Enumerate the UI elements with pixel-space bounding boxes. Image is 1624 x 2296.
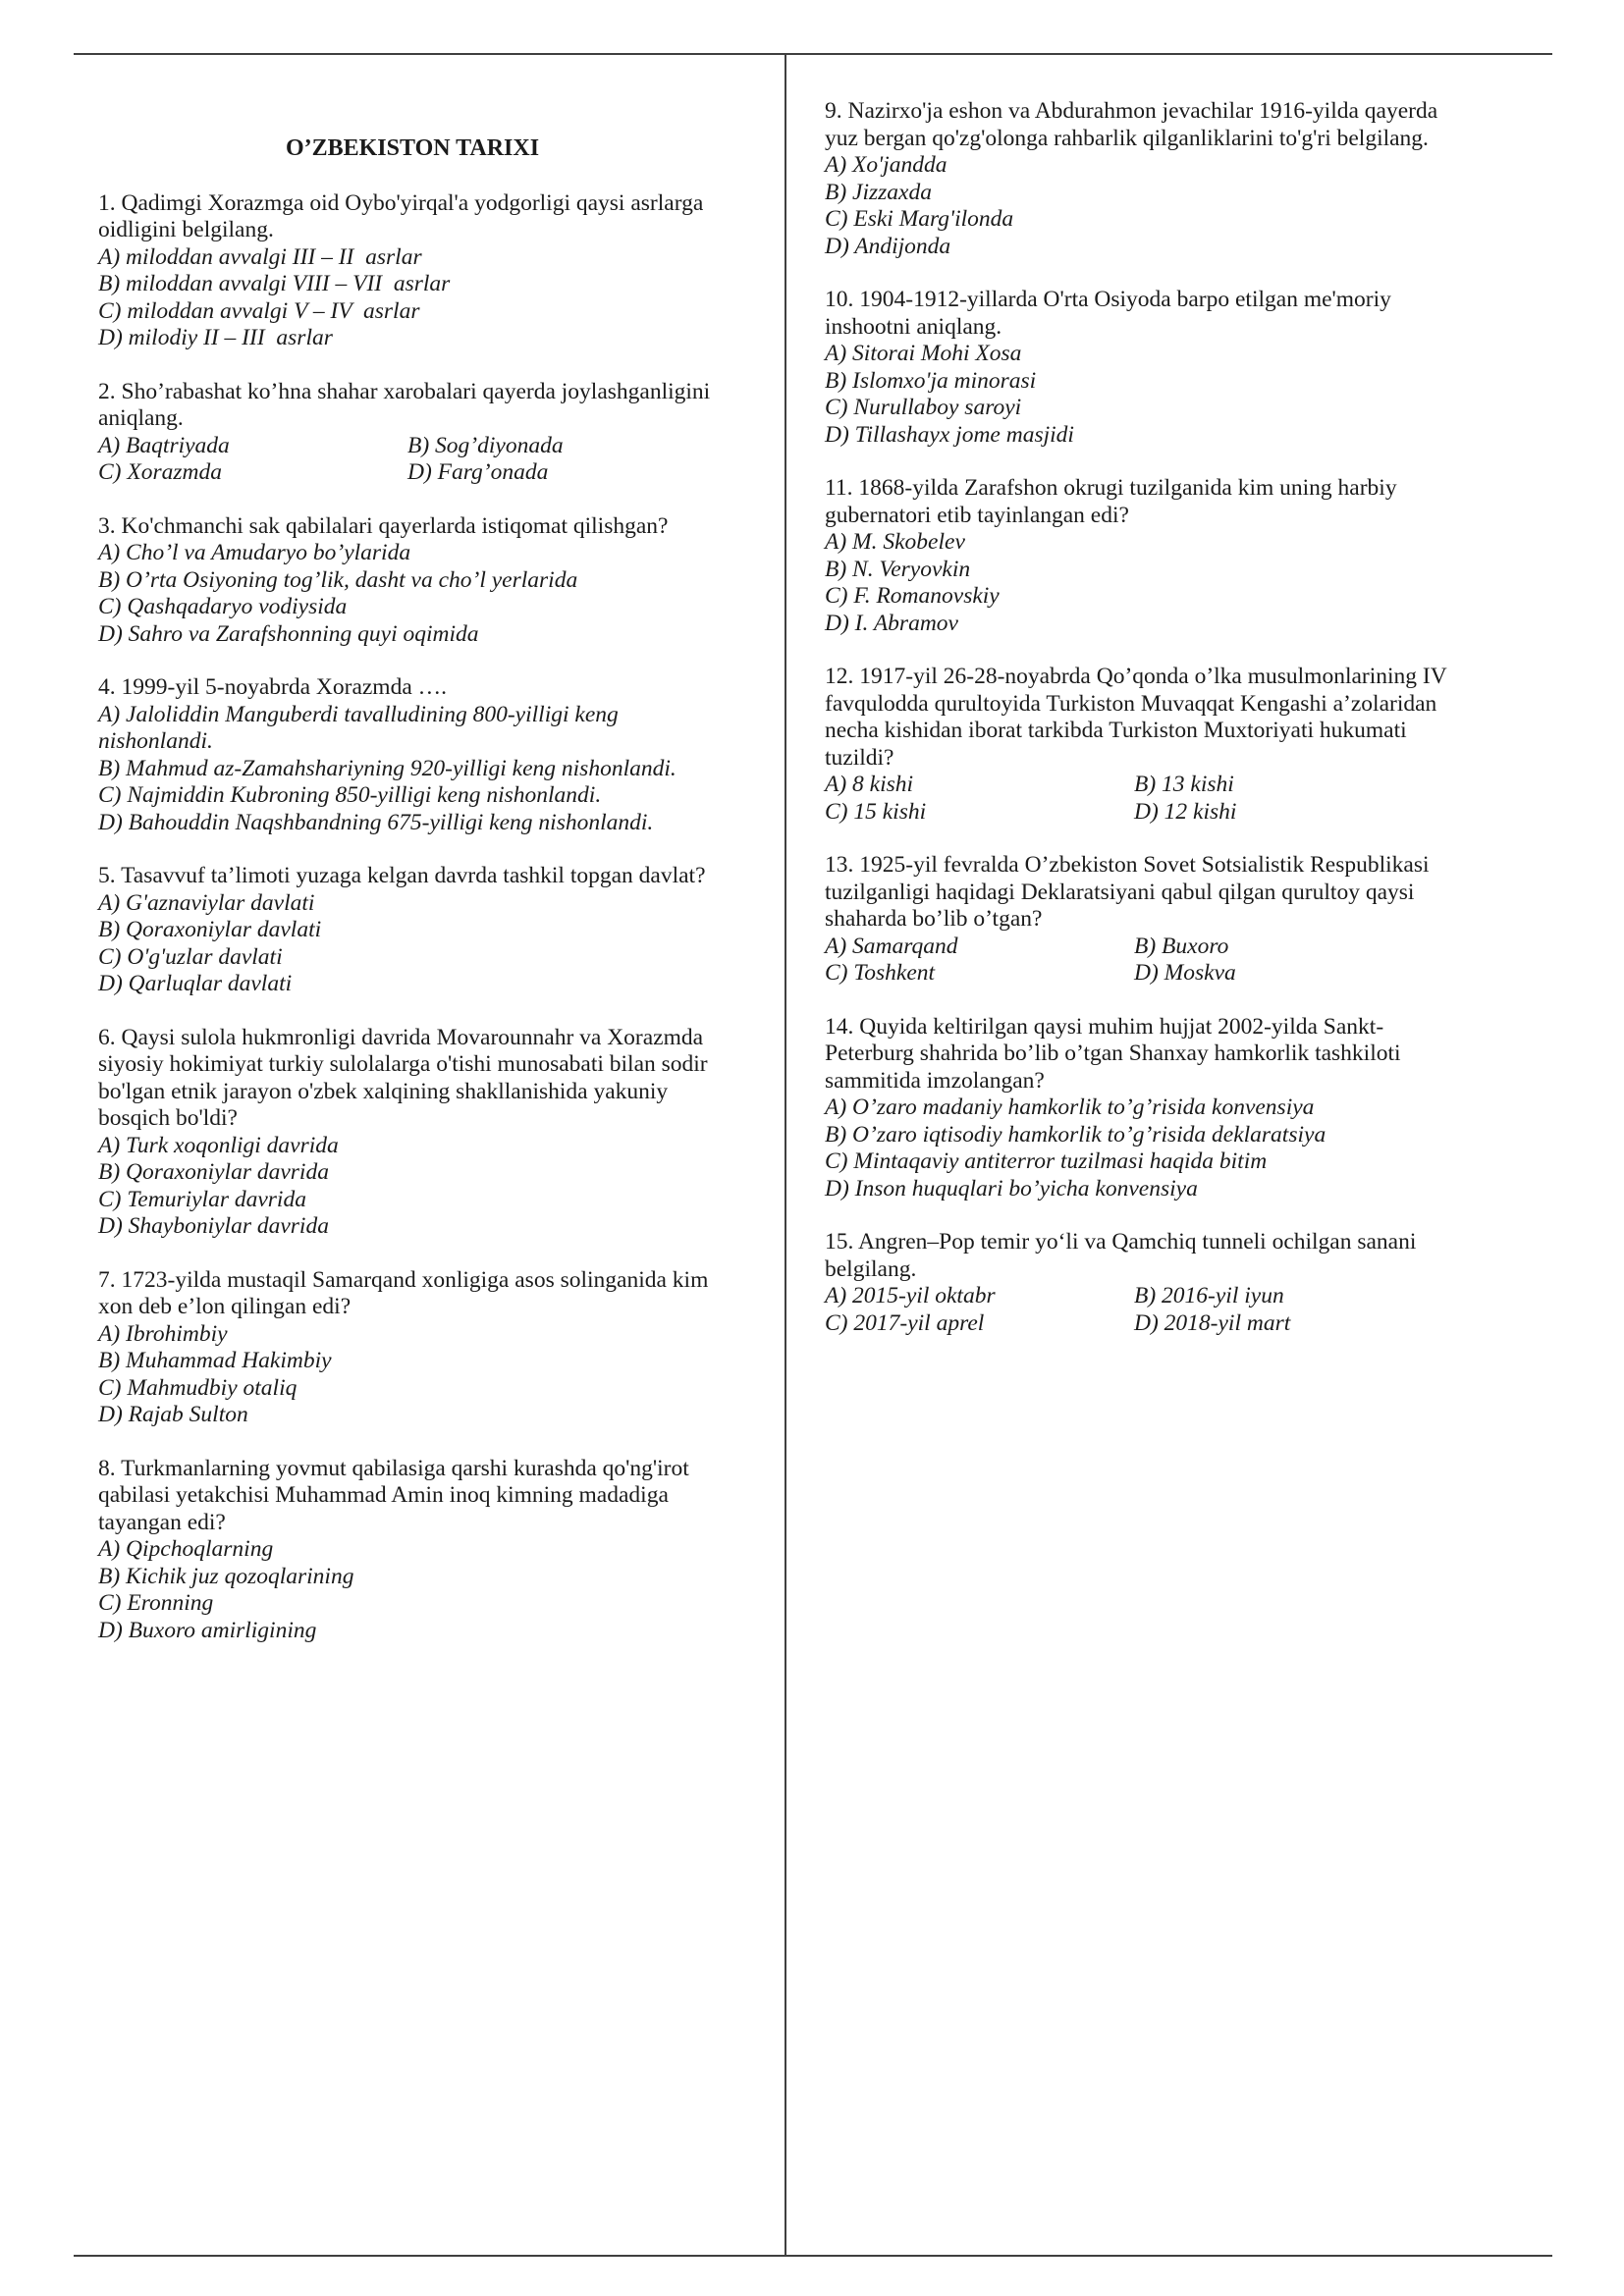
question-text: 13. 1925-yil fevralda O’zbekiston Sovet Sotsialistik Respublikasi tuzilganligi haqidagi Deklaratsiyani qabul qilgan qurultoy qaysi shaharda bo’lib o’tgan? bbox=[825, 852, 1435, 932]
option: B) miloddan avvalgi VIII – VII asrlar bbox=[98, 271, 451, 296]
question-14 bbox=[825, 1014, 1453, 1203]
bottom-rule bbox=[74, 2255, 1552, 2257]
option: B) 13 kishi bbox=[1134, 772, 1234, 797]
options bbox=[825, 1283, 1453, 1337]
right-column bbox=[825, 98, 1453, 1363]
question-11 bbox=[825, 475, 1453, 637]
option: B) Kichik juz qozoqlarining bbox=[98, 1563, 354, 1589]
option: A) Ibrohimbiy bbox=[98, 1320, 228, 1347]
question-text: 11. 1868-yilda Zarafshon okrugi tuzilganida kim uning harbiy gubernatori etib tayinlangan edi? bbox=[825, 475, 1403, 528]
option: B) 2016-yil iyun bbox=[1134, 1283, 1284, 1308]
question-12 bbox=[825, 664, 1453, 826]
option: B) Qoraxoniylar davlati bbox=[98, 917, 322, 942]
option: A) miloddan avvalgi III – II asrlar bbox=[98, 243, 422, 270]
option: C) Mahmudbiy otaliq bbox=[98, 1374, 298, 1401]
question-text: 8. Turkmanlarning yovmut qabilasiga qarshi kurashda qo'ng'irot qabilasi yetakchisi Muhammad Amin inoq kimning madadiga tayangan edi? bbox=[98, 1455, 695, 1535]
options bbox=[825, 341, 1453, 449]
options bbox=[98, 1133, 727, 1241]
question-text: 12. 1917-yil 26-28-noyabrda Qo’qonda o’lka musulmonlarining IV favqulodda qurultoyida Turkiston Muvaqqat Kengashi a’zolaridan necha kishidan iborat tarkibda Turkiston Muxtoriyati hukumati tuzildi? bbox=[825, 664, 1453, 771]
option: A) Baqtriyada bbox=[98, 432, 230, 458]
option: C) Najmiddin Kubroning 850-yilligi keng nishonlandi. bbox=[98, 782, 602, 808]
question-6 bbox=[98, 1025, 727, 1241]
option: A) Cho’l va Amudaryo bo’ylarida bbox=[98, 540, 411, 565]
option: D) Moskva bbox=[1134, 960, 1236, 986]
question-text: 15. Angren–Pop temir yo‘li va Qamchiq tunneli ochilgan sanani belgilang. bbox=[825, 1229, 1423, 1282]
question-15 bbox=[825, 1229, 1453, 1337]
option: D) Qarluqlar davlati bbox=[98, 971, 293, 996]
option: B) Muhammad Hakimbiy bbox=[98, 1348, 332, 1373]
option: C) Qashqadaryo vodiysida bbox=[98, 594, 348, 619]
option: D) Andijonda bbox=[825, 233, 951, 259]
option: D) Farg’onada bbox=[407, 459, 549, 485]
question-text: 10. 1904-1912-yillarda O'rta Osiyoda barpo etilgan me'moriy inshootni aniqlang. bbox=[825, 287, 1397, 340]
option: B) Mahmud az-Zamahshariyning 920-yilligi keng nishonlandi. bbox=[98, 755, 677, 781]
question-4 bbox=[98, 674, 727, 836]
left-column bbox=[98, 98, 727, 1671]
question-text: 5. Tasavvuf ta’limoti yuzaga kelgan davrda tashkil topgan davlat? bbox=[98, 863, 706, 888]
option: C) F. Romanovskiy bbox=[825, 583, 1000, 609]
options bbox=[98, 244, 727, 352]
option: A) 8 kishi bbox=[825, 772, 914, 797]
options bbox=[98, 540, 727, 648]
options bbox=[98, 1321, 727, 1429]
question-9 bbox=[825, 98, 1453, 260]
option: C) Xorazmda bbox=[98, 459, 222, 485]
options bbox=[825, 772, 1453, 826]
right-column-questions bbox=[825, 98, 1453, 1337]
option: C) Temuriylar davrida bbox=[98, 1186, 306, 1212]
options bbox=[98, 702, 727, 837]
option: A) Sitorai Mohi Xosa bbox=[825, 341, 1022, 366]
option: D) 12 kishi bbox=[1134, 798, 1237, 825]
options bbox=[825, 1095, 1453, 1202]
question-text: 14. Quyida keltirilgan qaysi muhim hujjat 2002-yilda Sankt-Peterburg shahrida bo’lib o’tgan Shanxay hamkorlik tashkiloti sammitida imzolangan? bbox=[825, 1013, 1407, 1094]
option: D) Tillashayx jome masjidi bbox=[825, 421, 1074, 448]
option: A) Xo'jandda bbox=[825, 152, 947, 178]
option: D) Inson huquqlari bo’yicha konvensiya bbox=[825, 1175, 1198, 1201]
option: B) O’zaro iqtisodiy hamkorlik to’g’risida deklaratsiya bbox=[825, 1121, 1326, 1148]
question-13 bbox=[825, 852, 1453, 988]
option: A) Qipchoqlarning bbox=[98, 1536, 274, 1562]
option: D) milodiy II – III asrlar bbox=[98, 325, 333, 350]
option: C) Toshkent bbox=[825, 960, 936, 986]
option: C) Nurullaboy saroyi bbox=[825, 395, 1022, 420]
option: A) Turk xoqonligi davrida bbox=[98, 1132, 339, 1158]
question-5 bbox=[98, 863, 727, 998]
option: C) Mintaqaviy antiterror tuzilmasi haqida bitim bbox=[825, 1148, 1268, 1174]
question-text: 6. Qaysi sulola hukmronligi davrida Movarounnahr va Xorazmda siyosiy hokimiyat turkiy sulolalarga o'tishi munosabati bilan sodir bo'lgan etnik jarayon o'zbek xalqining shakllanishida yakuniy bosqich bo'ldi? bbox=[98, 1024, 714, 1131]
option: C) O'g'uzlar davlati bbox=[98, 943, 283, 970]
option: B) Buxoro bbox=[1134, 933, 1229, 959]
option: A) M. Skobelev bbox=[825, 529, 965, 555]
question-text: 7. 1723-yilda mustaqil Samarqand xonligiga asos solinganida kim xon deb e’lon qilingan edi? bbox=[98, 1266, 715, 1319]
options bbox=[825, 152, 1453, 260]
option: A) 2015-yil oktabr bbox=[825, 1283, 996, 1308]
left-column-questions bbox=[98, 190, 727, 1645]
option: B) Qoraxoniylar davrida bbox=[98, 1159, 329, 1185]
option: C) 2017-yil aprel bbox=[825, 1309, 985, 1336]
question-text: 2. Sho’rabashat ko’hna shahar xarobalari qayerda joylashganligini aniqlang. bbox=[98, 378, 717, 431]
question-10 bbox=[825, 287, 1453, 449]
options bbox=[825, 529, 1453, 637]
option: B) Islomxo'ja minorasi bbox=[825, 367, 1037, 394]
options bbox=[98, 1536, 727, 1644]
option: D) 2018-yil mart bbox=[1134, 1309, 1291, 1336]
question-text: 9. Nazirxo'ja eshon va Abdurahmon jevachilar 1916-yilda qayerda yuz bergan qo'zg'olonga rahbarlik qilganliklarini to'g'ri belgilang. bbox=[825, 98, 1444, 151]
options bbox=[98, 890, 727, 998]
option: B) O’rta Osiyoning tog’lik, dasht va cho’l yerlarida bbox=[98, 566, 578, 593]
options bbox=[825, 934, 1453, 988]
question-text: 1. Qadimgi Xorazmga oid Oybo'yirqal'a yodgorligi qaysi asrlarga oidligini belgilang. bbox=[98, 189, 710, 242]
option: D) Sahro va Zarafshonning quyi oqimida bbox=[98, 620, 479, 647]
question-1 bbox=[98, 190, 727, 352]
option: C) Eronning bbox=[98, 1590, 214, 1616]
option: D) Bahouddin Naqshbandning 675-yilligi keng nishonlandi. bbox=[98, 809, 654, 835]
option: C) 15 kishi bbox=[825, 798, 927, 825]
option: A) Jaloliddin Manguberdi tavalludining 800-yilligi keng nishonlandi. bbox=[98, 701, 624, 754]
question-7 bbox=[98, 1267, 727, 1429]
option: C) Eski Marg'ilonda bbox=[825, 206, 1014, 232]
question-text: 4. 1999-yil 5-noyabrda Xorazmda …. bbox=[98, 674, 448, 700]
option: A) G'aznaviylar davlati bbox=[98, 889, 315, 916]
option: D) Buxoro amirligining bbox=[98, 1617, 317, 1643]
options bbox=[98, 433, 727, 487]
option: C) miloddan avvalgi V – IV asrlar bbox=[98, 297, 420, 324]
question-3 bbox=[98, 513, 727, 649]
page-title: O’ZBEKISTON TARIXI bbox=[285, 135, 540, 161]
top-rule bbox=[74, 53, 1552, 55]
option: D) Shayboniylar davrida bbox=[98, 1213, 329, 1239]
option: A) Samarqand bbox=[825, 933, 958, 959]
option: B) N. Veryovkin bbox=[825, 556, 971, 582]
option: D) Rajab Sulton bbox=[98, 1402, 248, 1427]
option: B) Sog’diyonada bbox=[407, 432, 564, 458]
column-divider bbox=[785, 55, 786, 2255]
option: D) I. Abramov bbox=[825, 610, 958, 636]
question-2 bbox=[98, 379, 727, 487]
option: A) O’zaro madaniy hamkorlik to’g’risida konvensiya bbox=[825, 1095, 1315, 1120]
question-8 bbox=[98, 1456, 727, 1645]
question-text: 3. Ko'chmanchi sak qabilalari qayerlarda istiqomat qilishgan? bbox=[98, 512, 669, 539]
option: B) Jizzaxda bbox=[825, 179, 932, 205]
